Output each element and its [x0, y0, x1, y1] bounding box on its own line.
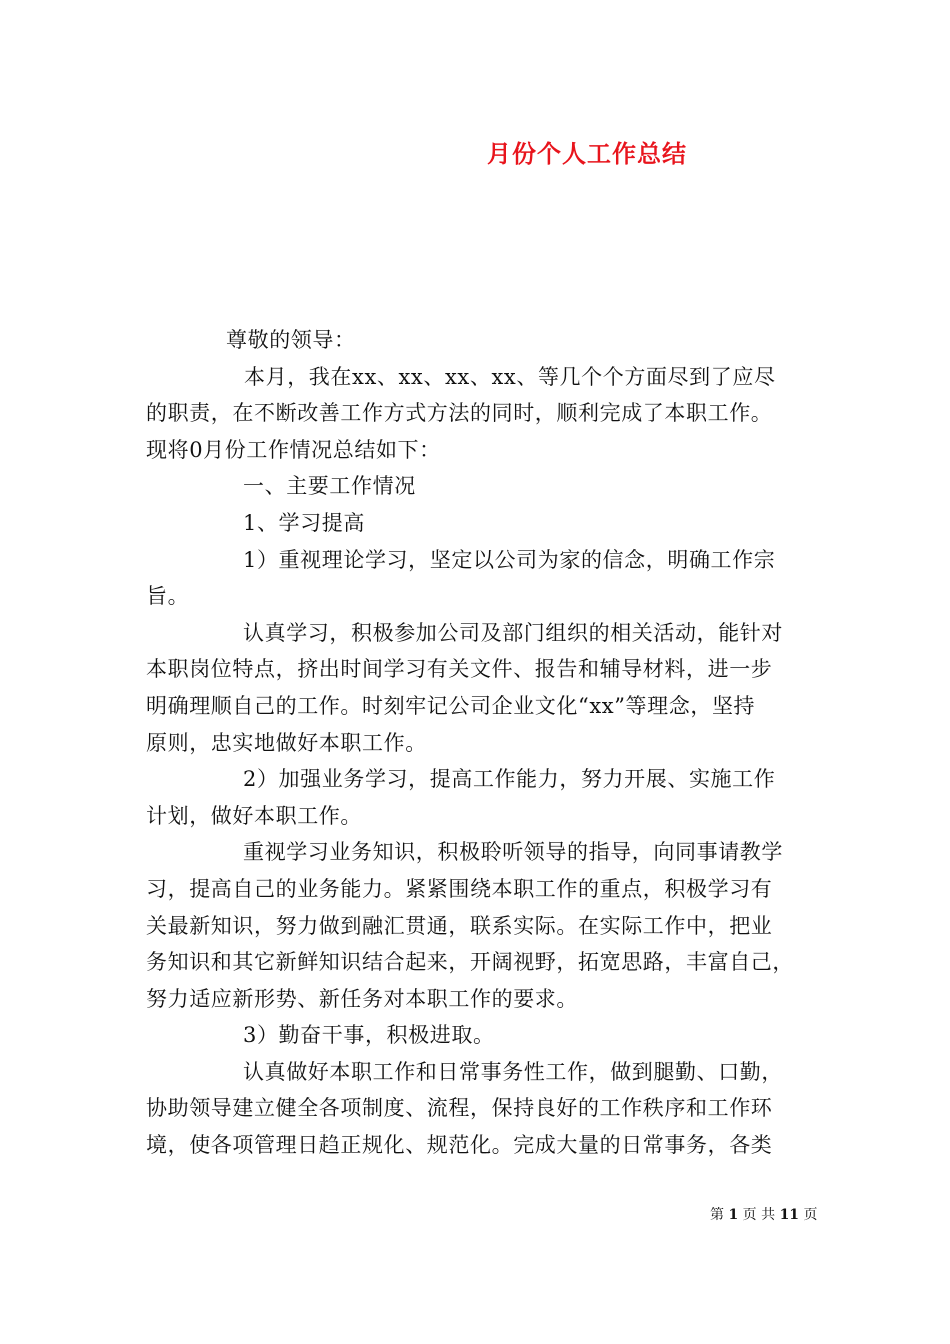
- paragraph-line: 努力适应新形势、新任务对本职工作的要求。: [146, 986, 578, 1011]
- paragraph-line: 明确理顺自己的工作。时刻牢记公司企业文化“xx”等理念，坚持: [146, 693, 756, 718]
- document-body: [146, 322, 811, 1164]
- paragraph-line: 关最新知识，努力做到融汇贯通，联系实际。在实际工作中，把业: [146, 913, 773, 938]
- footer-total-pages: 11: [779, 1207, 800, 1223]
- paragraph-line: 原则，忠实地做好本职工作。: [146, 730, 427, 755]
- paragraph-line: 习，提高自己的业务能力。紧紧围绕本职工作的重点，积极学习有: [146, 876, 773, 901]
- paragraph-line: 协助领导建立健全各项制度、流程，保持良好的工作秩序和工作环: [146, 1096, 773, 1121]
- subsection-heading: 1、学习提高: [243, 510, 365, 535]
- paragraph-line: 认真做好本职工作和日常事务性工作，做到腿勤、口勤，: [243, 1059, 783, 1084]
- paragraph-line: 务知识和其它新鲜知识结合起来，开阔视野，拓宽思路，丰富自己，: [146, 950, 794, 975]
- paragraph-line: 现将0月份工作情况总结如下：: [146, 437, 441, 462]
- paragraph-line: 重视学习业务知识，积极聆听领导的指导，向同事请教学: [243, 840, 783, 865]
- footer-current-page: 1: [728, 1207, 739, 1223]
- document-title: 月份个人工作总结: [487, 139, 687, 168]
- section-heading: 一、主要工作情况: [243, 474, 416, 499]
- paragraph-line: 境，使各项管理日趋正规化、规范化。完成大量的日常事务，各类: [146, 1133, 773, 1158]
- footer-middle: 页 共: [742, 1207, 776, 1223]
- salutation: 尊敬的领导：: [226, 328, 356, 352]
- page-number-footer: [710, 1204, 818, 1224]
- paragraph-line: 的职责，在不断改善工作方式方法的同时，顺利完成了本职工作。: [146, 401, 773, 426]
- paragraph-line: 本月，我在xx、xx、xx、xx、等几个个方面尽到了应尽: [244, 364, 776, 389]
- paragraph-line: 2）加强业务学习，提高工作能力，努力开展、实施工作: [243, 767, 776, 792]
- paragraph-line: 认真学习，积极参加公司及部门组织的相关活动，能针对: [243, 620, 783, 645]
- paragraph-line: 3）勤奋干事，积极进取。: [243, 1023, 495, 1048]
- paragraph-line: 旨。: [146, 584, 190, 609]
- footer-prefix: 第: [710, 1207, 724, 1223]
- paragraph-line: 计划，做好本职工作。: [146, 803, 362, 828]
- paragraph-line: 本职岗位特点，挤出时间学习有关文件、报告和辅导材料，进一步: [146, 657, 773, 682]
- paragraph-line: 1）重视理论学习，坚定以公司为家的信念，明确工作宗: [243, 547, 776, 572]
- footer-suffix: 页: [803, 1207, 818, 1223]
